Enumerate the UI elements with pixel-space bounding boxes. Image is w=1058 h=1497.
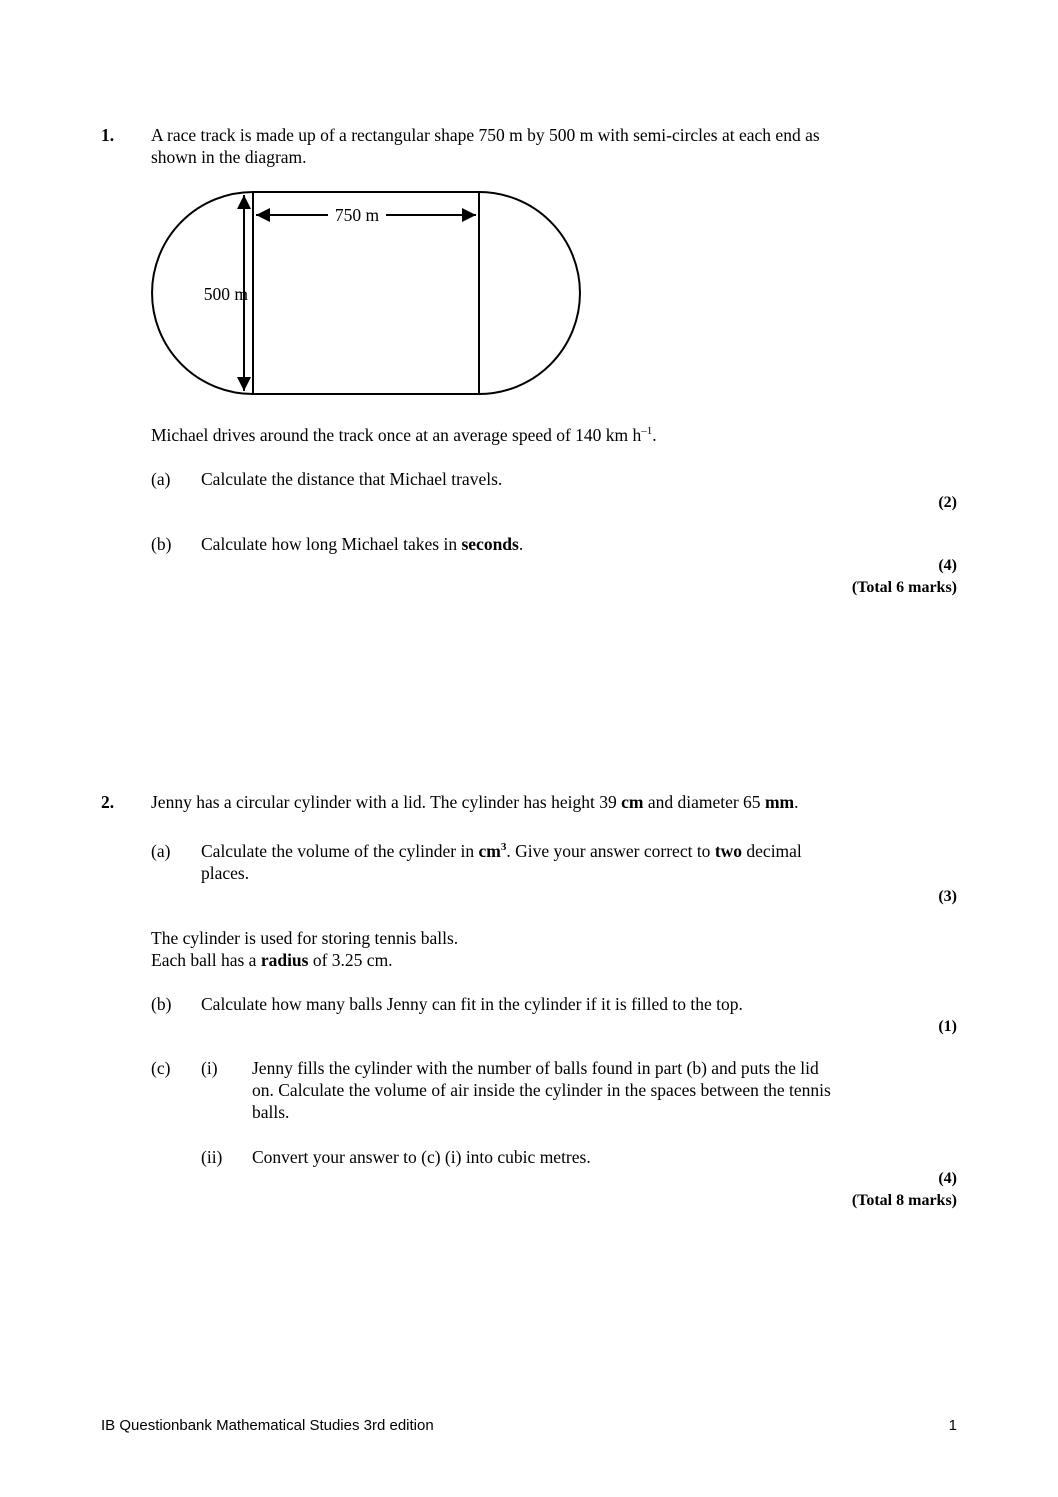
- q2b-text: Calculate how many balls Jenny can fit in the cylinder if it is filled to the top.: [201, 994, 743, 1014]
- q2-info-line1: The cylinder is used for storing tennis balls.: [151, 928, 459, 948]
- q2-intro-mid: and diameter 65: [643, 792, 765, 812]
- q2-intro-bold-mm: mm: [764, 792, 795, 812]
- footer-page-number: 1: [948, 1417, 957, 1434]
- q2ci-line1: Jenny fills the cylinder with the number of balls found in part (b) and puts the lid: [252, 1058, 819, 1078]
- q1-speed-main: Michael drives around the track once at an average speed of 140 km h: [151, 425, 642, 445]
- q2-intro: [151, 791, 798, 813]
- q1-total: (Total 6 marks): [851, 579, 957, 596]
- q1-speed-text: [151, 424, 657, 446]
- q2b-label: (b): [151, 994, 172, 1014]
- q2cii-text: Convert your answer to (c) (i) into cubic metres.: [252, 1147, 591, 1167]
- q2c-label: (c): [151, 1058, 171, 1078]
- q1a-text: Calculate the distance that Michael travels.: [201, 469, 503, 489]
- q2b-marks: (1): [938, 1018, 957, 1035]
- width-label: 750 m: [334, 205, 380, 225]
- q2a-text-main: Calculate the volume of the cylinder in: [201, 841, 479, 861]
- q2-intro-end: .: [794, 792, 799, 812]
- footer-source: IB Questionbank Mathematical Studies 3rd edition: [101, 1417, 434, 1434]
- q2a-text-bold-two: two: [714, 841, 743, 861]
- q1-speed-end: .: [652, 425, 657, 445]
- q1-number: 1.: [101, 125, 115, 145]
- q1b-text-end: .: [518, 534, 524, 554]
- q2ci-line3: balls.: [252, 1102, 290, 1122]
- q2a-text-unit: cm: [478, 841, 501, 861]
- q1a-label: (a): [151, 469, 171, 489]
- q1b-text-main: Calculate how long Michael takes in: [201, 534, 462, 554]
- q1-intro-line1: A race track is made up of a rectangular shape 750 m by 500 m with semi-circles at each end as: [151, 125, 820, 145]
- q2a-text-exponent: 3: [500, 841, 507, 853]
- q2-number: 2.: [101, 792, 115, 812]
- q2-info-line2-end: of 3.25 cm.: [308, 950, 393, 970]
- race-track-diagram: [140, 182, 600, 408]
- q1-speed-exponent: –1: [641, 425, 653, 437]
- q2cii-label: (ii): [201, 1147, 223, 1167]
- q2a-text-line2: places.: [201, 863, 250, 883]
- q2-info-line2-bold: radius: [260, 950, 309, 970]
- q2a-text-end: decimal: [742, 841, 802, 861]
- q2a-text-line1: [201, 840, 802, 862]
- q2a-marks: (3): [938, 888, 957, 905]
- q2ci-label: (i): [201, 1058, 218, 1078]
- q2a-text-mid: . Give your answer correct to: [506, 841, 715, 861]
- q2-total: (Total 8 marks): [851, 1192, 957, 1209]
- q2-info-line2: [151, 949, 393, 971]
- height-label: 500 m: [203, 284, 248, 304]
- q1b-marks: (4): [938, 557, 957, 574]
- q2ci-line2: on. Calculate the volume of air inside the cylinder in the spaces between the tennis: [252, 1080, 831, 1100]
- q2-info-line2-main: Each ball has a: [151, 950, 261, 970]
- q1-intro-line2: shown in the diagram.: [151, 147, 307, 167]
- q1b-label: (b): [151, 534, 172, 554]
- q1b-text-bold: seconds: [461, 534, 519, 554]
- q2c-marks: (4): [938, 1170, 957, 1187]
- q2-intro-bold-cm: cm: [621, 792, 644, 812]
- q2a-label: (a): [151, 841, 171, 861]
- q1b-text: [201, 533, 523, 555]
- q1a-marks: (2): [938, 494, 957, 511]
- q2-intro-main: Jenny has a circular cylinder with a lid. The cylinder has height 39: [151, 792, 622, 812]
